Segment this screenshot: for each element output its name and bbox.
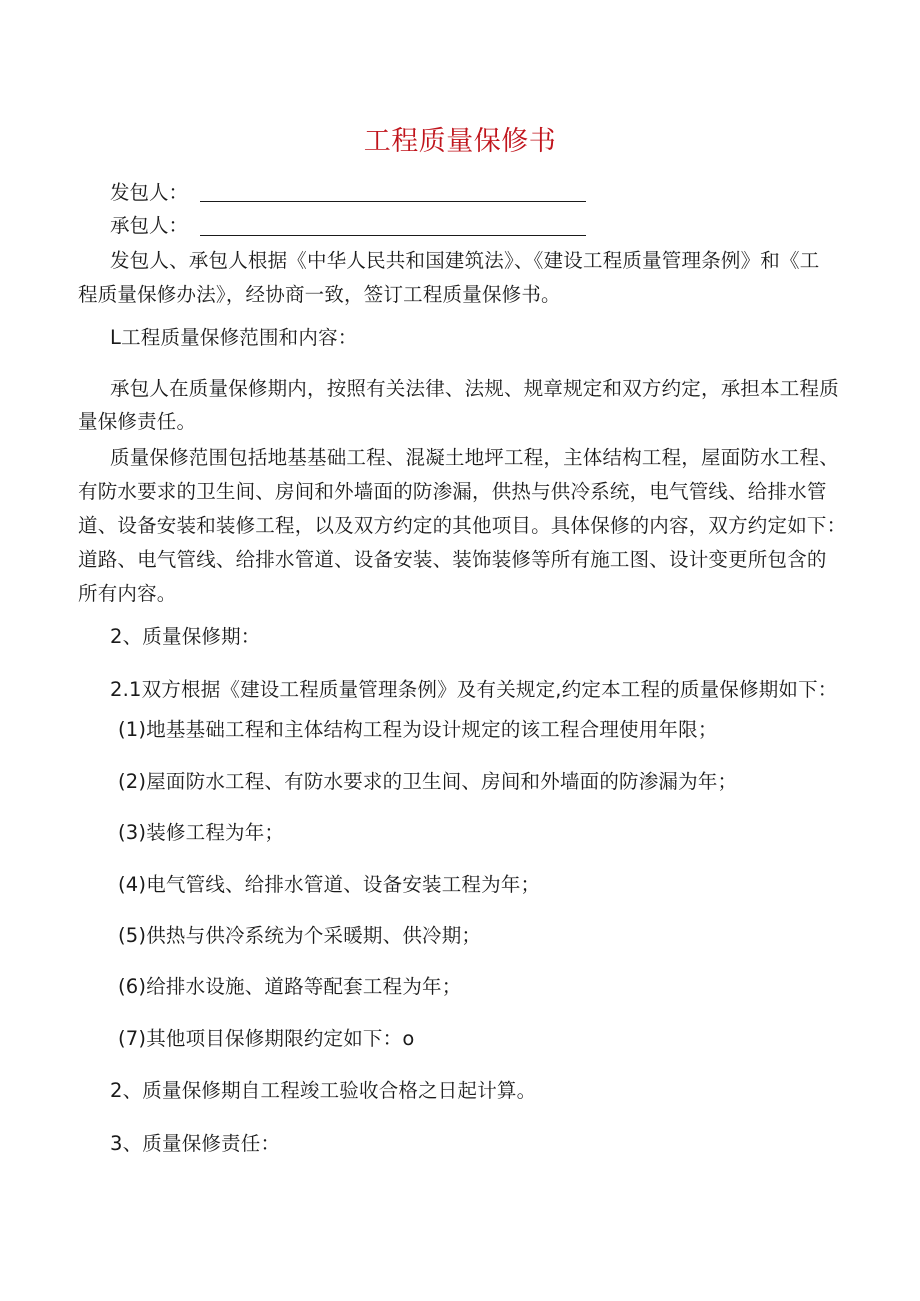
warranty-item: (3)装修工程为年； — [118, 821, 285, 844]
section-2-heading: 2、质量保修期： — [110, 625, 261, 648]
warranty-item: (1)地基基础工程和主体结构工程为设计规定的该工程合理使用年限； — [118, 718, 718, 741]
document-title: 工程质量保修书 — [363, 126, 557, 157]
contractor-label: 承包人： — [110, 214, 189, 237]
section-1-heading: L工程质量保修范围和内容： — [110, 326, 358, 349]
warranty-item: (4)电气管线、给排水管道、设备安装工程为年； — [118, 873, 541, 896]
warranty-item: (5)供热与供冷系统为个采暖期、供冷期； — [118, 924, 482, 947]
warranty-start-note: 2、质量保修期自工程竣工验收合格之日起计算。 — [110, 1079, 537, 1102]
warranty-item: (7)其他项目保修期限约定如下：o — [118, 1027, 415, 1050]
warranty-item: (6)给排水设施、道路等配套工程为年； — [118, 975, 462, 998]
section-1-para-2-line-1: 质量保修范围包括地基基础工程、混凝土地坪工程，主体结构工程，屋面防水工程、 — [110, 446, 839, 469]
section-1-para-1-line-1: 承包人在质量保修期内，按照有关法律、法规、规章规定和双方约定，承担本工程质 — [110, 377, 839, 400]
section-2-clause: 2.1双方根据《建设工程质量管理条例》及有关规定,约定本工程的质量保修期如下： — [110, 678, 838, 701]
section-1-para-2-line-2: 有防水要求的卫生间、房间和外墙面的防渗漏，供热与供冷系统，电气管线、给排水管 — [78, 480, 827, 503]
employer-label: 发包人： — [110, 181, 189, 204]
section-1-para-1-line-2: 量保修责任。 — [78, 410, 197, 433]
employer-signature-line[interactable] — [200, 201, 586, 202]
section-3-heading: 3、质量保修责任： — [110, 1132, 281, 1155]
contractor-signature-line[interactable] — [200, 235, 586, 236]
warranty-item: (2)屋面防水工程、有防水要求的卫生间、房间和外墙面的防渗漏为年； — [118, 770, 738, 793]
section-1-para-2-line-3: 道、设备安装和装修工程，以及双方约定的其他项目。具体保修的内容，双方约定如下： — [78, 514, 847, 537]
section-1-para-2-line-5: 所有内容。 — [78, 582, 177, 605]
section-1-para-2-line-4: 道路、电气管线、给排水管道、设备安装、装饰装修等所有施工图、设计变更所包含的 — [78, 548, 827, 571]
intro-line-2: 程质量保修办法》，经协商一致，签订工程质量保修书。 — [78, 283, 561, 306]
intro-line-1: 发包人、承包人根据《中华人民共和国建筑法》、《建设工程质量管理条例》和《工 — [110, 249, 820, 272]
